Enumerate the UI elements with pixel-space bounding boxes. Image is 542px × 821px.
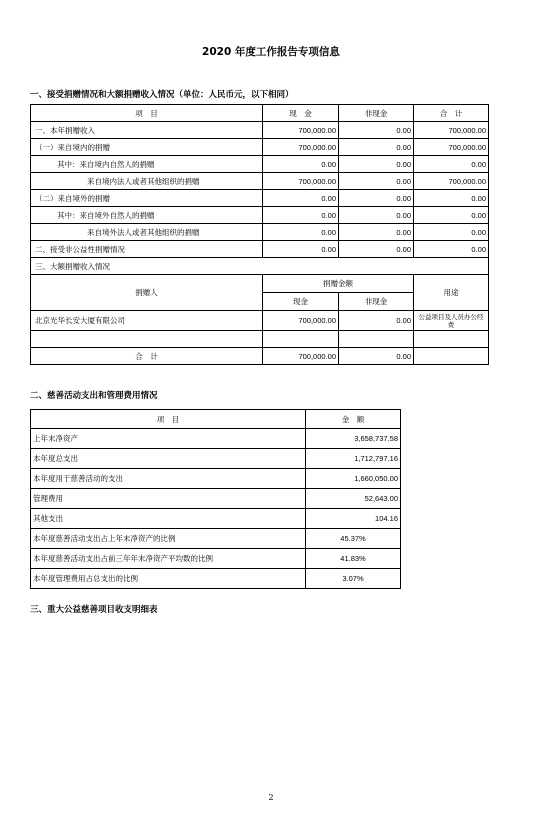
section3-heading: 三、重大公益慈善项目收支明细表 [30,605,158,615]
donor-name: 北京光华长安大厦有限公司 [31,311,263,331]
row-label: 二、接受非公益性捐赠情况 [31,241,263,258]
page-title: 2020 年度工作报告专项信息 [202,46,340,58]
row-label: 来自境内法人或者其他组织的捐赠 [31,173,263,190]
row-total: 700,000.00 [414,122,489,139]
total-row [31,348,489,365]
large-donation-label: 三、大额捐赠收入情况 [31,258,489,275]
row-label: 本年度总支出 [31,449,306,469]
row-cash: 0.00 [263,190,339,207]
row-cash: 700,000.00 [263,173,339,190]
table-row [31,311,489,331]
row-noncash: 0.00 [339,224,414,241]
table-row [31,156,489,173]
row-total: 0.00 [414,207,489,224]
total-label: 合 计 [31,348,263,365]
row-cash: 0.00 [263,241,339,258]
header-amount: 捐赠金额 [263,275,414,293]
header-amount: 金 额 [306,410,401,429]
row-noncash: 0.00 [339,122,414,139]
row-value: 1,712,797.16 [306,449,401,469]
row-total: 0.00 [414,156,489,173]
row-value: 3.07% [306,569,401,589]
table-row [31,241,489,258]
row-noncash: 0.00 [339,207,414,224]
table-row [31,569,401,589]
row-total: 700,000.00 [414,173,489,190]
row-value: 104.16 [306,509,401,529]
page-number: 2 [268,793,274,802]
row-noncash: 0.00 [339,156,414,173]
table-row [31,429,401,449]
row-label: 本年度慈善活动支出占上年末净资产的比例 [31,529,306,549]
row-cash: 700,000.00 [263,139,339,156]
row-label: 管理费用 [31,489,306,509]
header-noncash: 非现金 [339,105,414,122]
row-label: 来自境外法人或者其他组织的捐赠 [31,224,263,241]
donor-noncash [339,331,414,348]
donor-cash: 700,000.00 [263,311,339,331]
table-row [31,122,489,139]
row-label: 本年度管理费用占总支出的比例 [31,569,306,589]
row-total: 700,000.00 [414,139,489,156]
table-row [31,139,489,156]
table-row [31,207,489,224]
header-noncash: 非现金 [339,293,414,311]
expense-table [30,409,401,589]
header-cash: 现金 [263,293,339,311]
row-label: 本年度慈善活动支出占前三年年末净资产平均数的比例 [31,549,306,569]
table-row [31,549,401,569]
header-item: 项 目 [31,410,306,429]
donor-purpose [414,331,489,348]
row-value: 3,658,737.58 [306,429,401,449]
table-row [31,190,489,207]
table-row [31,489,401,509]
row-noncash: 0.00 [339,139,414,156]
header-cash: 现 金 [263,105,339,122]
row-label: 一、本年捐赠收入 [31,122,263,139]
row-label: （二）来自境外的捐赠 [31,190,263,207]
table-header-row [31,105,489,122]
row-total: 0.00 [414,241,489,258]
row-label: 上年末净资产 [31,429,306,449]
row-cash: 0.00 [263,207,339,224]
donor-cash [263,331,339,348]
row-value: 45.37% [306,529,401,549]
table-row [31,529,401,549]
table-row [31,331,489,348]
row-value: 1,660,050.00 [306,469,401,489]
donor-name [31,331,263,348]
row-value: 52,643.00 [306,489,401,509]
large-header-row [31,275,489,293]
table-row [31,173,489,190]
section2-heading: 二、慈善活动支出和管理费用情况 [30,391,158,401]
row-label: 其中：来自境内自然人的捐赠 [31,156,263,173]
row-label: 本年度用于慈善活动的支出 [31,469,306,489]
row-label: 其他支出 [31,509,306,529]
donor-noncash: 0.00 [339,311,414,331]
total-cash: 700,000.00 [263,348,339,365]
row-noncash: 0.00 [339,241,414,258]
table-row [31,509,401,529]
row-label: （一）来自境内的捐赠 [31,139,263,156]
section1-heading: 一、接受捐赠情况和大额捐赠收入情况（单位：人民币元，以下相同） [30,90,294,100]
table-row [31,449,401,469]
row-cash: 0.00 [263,156,339,173]
table-header-row [31,410,401,429]
row-value: 41.83% [306,549,401,569]
row-cash: 700,000.00 [263,122,339,139]
header-purpose: 用途 [414,275,489,311]
row-noncash: 0.00 [339,173,414,190]
row-total: 0.00 [414,224,489,241]
table-row [31,224,489,241]
table-row [31,469,401,489]
donor-purpose: 公益项目及人员办公经费 [414,311,489,331]
row-cash: 0.00 [263,224,339,241]
table-row [31,258,489,275]
total-noncash: 0.00 [339,348,414,365]
donation-table [30,104,489,365]
header-item: 项 目 [31,105,263,122]
header-donor: 捐赠人 [31,275,263,311]
total-purpose [414,348,489,365]
row-total: 0.00 [414,190,489,207]
row-noncash: 0.00 [339,190,414,207]
row-label: 其中：来自境外自然人的捐赠 [31,207,263,224]
header-total: 合 计 [414,105,489,122]
